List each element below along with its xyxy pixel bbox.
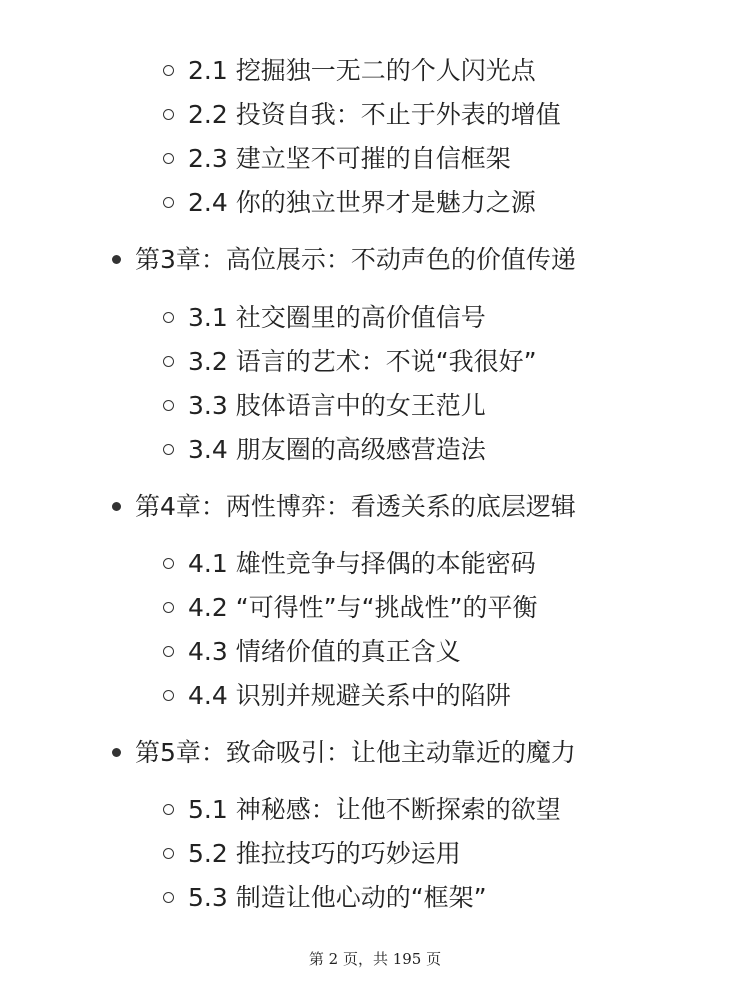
filled-bullet-icon — [112, 748, 121, 757]
toc-chapter-label: 第3章：高位展示：不动声色的价值传递 — [135, 245, 576, 274]
hollow-bullet-icon — [163, 197, 174, 208]
toc-chapter-label: 第5章：致命吸引：让他主动靠近的魔力 — [135, 738, 576, 767]
toc-subsection-label: 3.3 肢体语言中的女王范儿 — [188, 391, 486, 420]
hollow-bullet-icon — [163, 848, 174, 859]
toc-subsection-label: 4.1 雄性竞争与择偶的本能密码 — [188, 549, 536, 578]
hollow-bullet-icon — [163, 356, 174, 367]
hollow-bullet-icon — [163, 646, 174, 657]
hollow-bullet-icon — [163, 444, 174, 455]
hollow-bullet-icon — [163, 400, 174, 411]
hollow-bullet-icon — [163, 558, 174, 569]
toc-subsection-label: 4.2 “可得性”与“挑战性”的平衡 — [188, 593, 538, 622]
hollow-bullet-icon — [163, 690, 174, 701]
toc-subsection-label: 2.4 你的独立世界才是魅力之源 — [188, 188, 536, 217]
filled-bullet-icon — [112, 502, 121, 511]
toc-subsection-label: 2.2 投资自我：不止于外表的增值 — [188, 100, 561, 129]
hollow-bullet-icon — [163, 65, 174, 76]
toc-subsection-label: 4.3 情绪价值的真正含义 — [188, 637, 461, 666]
hollow-bullet-icon — [163, 153, 174, 164]
toc-subsection-label: 4.4 识别并规避关系中的陷阱 — [188, 681, 511, 710]
hollow-bullet-icon — [163, 312, 174, 323]
page-number-footer: 第 2 页，共 195 页 — [308, 950, 442, 968]
toc-subsection-label: 3.1 社交圈里的高价值信号 — [188, 303, 486, 332]
toc-subsection-label: 3.4 朋友圈的高级感营造法 — [188, 435, 486, 464]
hollow-bullet-icon — [163, 804, 174, 815]
toc-subsection-label: 5.2 推拉技巧的巧妙运用 — [188, 839, 461, 868]
toc-chapter-label: 第4章：两性博弈：看透关系的底层逻辑 — [135, 492, 576, 521]
hollow-bullet-icon — [163, 892, 174, 903]
hollow-bullet-icon — [163, 109, 174, 120]
toc-subsection-label: 2.1 挖掘独一无二的个人闪光点 — [188, 56, 536, 85]
toc-subsection-label: 5.3 制造让他心动的“框架” — [188, 883, 487, 912]
filled-bullet-icon — [112, 255, 121, 264]
toc-subsection-label: 2.3 建立坚不可摧的自信框架 — [188, 144, 511, 173]
toc-subsection-label: 3.2 语言的艺术：不说“我很好” — [188, 347, 537, 376]
toc-subsection-label: 5.1 神秘感：让他不断探索的欲望 — [188, 795, 561, 824]
hollow-bullet-icon — [163, 602, 174, 613]
